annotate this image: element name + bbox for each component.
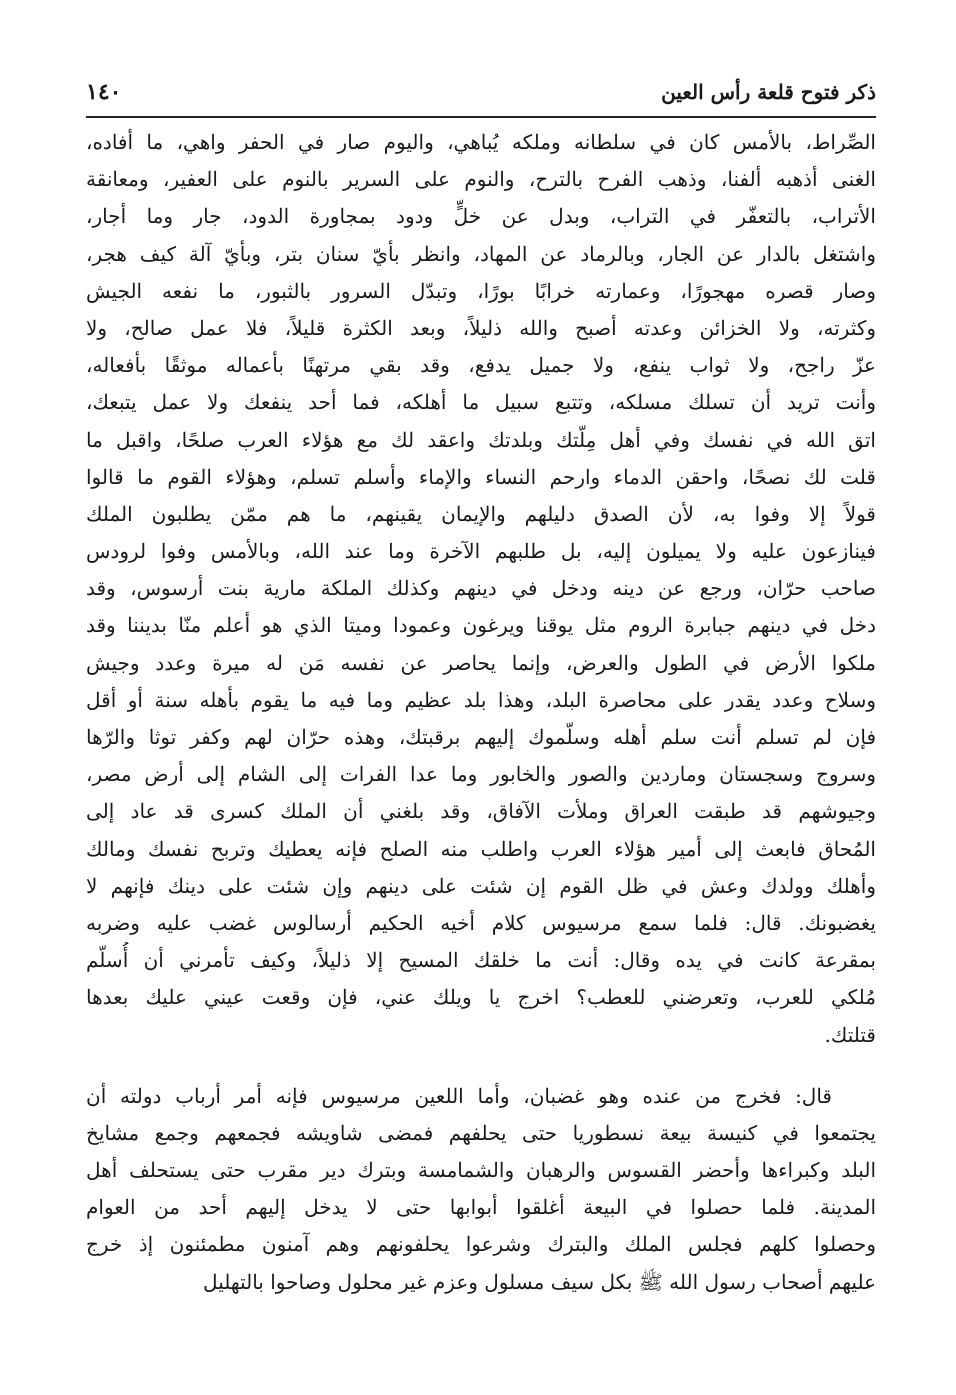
text-line: عزّ راجح، ولا ثواب ينفع، ولا جميل يدفع، وقد بقي مرتهنًا بأعماله موثقًا بأفعاله، [86,353,876,378]
text-line: اتق الله في نفسك وفي أهل مِلّتك وبلدتك واعقد لك مع هؤلاء العرب صلحًا، واقبل ما [86,427,876,452]
paragraph-1 [86,124,876,1054]
text-line: الصِّراط، بالأمس كان في سلطانه وملكه يُباهي، واليوم صار في الحفر واهي، ما أفاده، [86,130,876,154]
text-line: واشتغل بالدار عن الجار، وبالرماد عن المهاد، وانظر بأيّ سنان بتر، وبأيّ آلة كيف هجر، [86,241,876,266]
text-line: وأهلك وولدك وعش في ظل القوم إن شئت على دينهم وإن شئت على دينك فإنهم لا [86,873,876,898]
text-line: الغنى أذهبه ألفنا، وذهب الفرح بالترح، والنوم على السرير بالنوم على العفير، ومعانقة [86,167,876,192]
header-rule [86,116,876,118]
text-line: قلت لك نصحًا، واحقن الدماء وارحم النساء والإماء وأسلم تسلم، وهؤلاء القوم ما قالوا [86,464,876,489]
text-line: الأتراب، بالتعفّر في التراب، وبدل عن خلٍّ ودود بمجاورة الدود، جار وما أجار، [86,204,876,229]
text-line: يغضبونك. قال: فلما سمع مرسيوس كلام أخيه الحكيم أرسالوس غضب عليه وضربه [86,910,876,935]
text-line: وصار قصره مهجورًا، وعمارته خرابًا بورًا، وتبدّل السرور بالثبور، ما نفعه الجيش [86,278,876,303]
text-line: وسروج وسجستان وماردين والصور والخابور وما عدا الفرات إلى الشام إلى أرض مصر، [86,762,876,787]
text-line: قال: فخرج من عنده وهو غضبان، وأما اللعين مرسيوس فإنه أمر أرباب دولته أن [86,1083,832,1108]
text-line: يجتمعوا في كنيسة بيعة نسطوريا حتى يحلفهم فمضى شاويشه فجمعهم وجمع مشايخ [86,1120,876,1145]
running-title: ذكر فتوح قلعة رأس العين [661,80,876,104]
paragraph-gap [86,1054,876,1078]
page-header [86,72,876,112]
text-line: المُحاق فابعث إلى أمير هؤلاء العرب واطلب منه الصلح فإنه يعطيك وتربح نفسك ومالك [86,836,876,861]
text-line: صاحب حرّان، ورجع عن دينه ودخل في دينهم وكذلك الملكة مارية بنت أرسوس، وقد [86,576,876,601]
text-line: عليهم أصحاب رسول الله ﷺ بكل سيف مسلول وعزم غير محلول وصاحوا بالتهليل [203,1269,876,1294]
text-line: وكثرته، ولا الخزائن وعدته أصبح والله ذليلاً، وبعد الكثرة قليلاً، فلا عمل صالح، ولا [86,315,876,340]
text-line: وحصلوا كلهم فجلس الملك والبترك وشرعوا يحلفونهم وهم آمنون مطمئنون إذ خرج [86,1232,876,1257]
text-line: وأنت تريد أن تسلك مسلكه، وتتبع سبيل ما أهلكه، فما أحد ينفعك ولا عمل يتبعك، [86,390,876,415]
text-line: مُلكي للعرب، وتعرضني للعطب؟ اخرج يا ويلك عني، فإن وقعت عيني عليك بعدها [86,985,876,1010]
text-line: فينازعون عليه ولا يميلون إليه، بل طلبهم الآخرة وما عند الله، وبالأمس وفوا لرودس [86,539,876,564]
body-text [86,124,876,1301]
text-line: ملكوا الأرض في الطول والعرض، وإنما يحاصر عن نفسه مَن له ميرة وعدد وجيش [86,650,876,675]
text-line: بمقرعة كانت في يده وقال: أنت ما خلقك المسيح إلا ذليلاً، وكيف تأمرني أن أُسلّم [86,948,876,973]
text-line: وسلاح وعدد يقدر على محاصرة البلد، وهذا بلد عظيم وما فيه ما يقوم بأهله سنة أو أقل [86,687,876,712]
text-line: وجيوشهم قد طبقت العراق وملأت الآفاق، وقد بلغني أن الملك كسرى قد عاد إلى [86,799,876,824]
text-line: قتلتك. [824,1022,876,1047]
text-line: فإن لم تسلم أنت سلم أهله وسلّموك إليهم برقبتك، وهذه حرّان لهم وكفر توثا والرّها [86,725,876,749]
paragraph-2 [86,1078,876,1301]
text-line: قولاً إلا وفوا به، لأن الصدق دليلهم والإيمان يقينهم، ما هم ممّن يطلبون الملك [86,501,876,526]
text-line: البلد وكبراءها وأحضر القسوس والرهبان والشمامسة وبترك دير مقرب حتى يستحلف أهل [86,1158,876,1183]
text-line: المدينة. فلما حصلوا في البيعة أغلقوا أبوابها حتى لا يدخل إليهم أحد من العوام [86,1195,876,1220]
page-number: ١٤٠ [86,79,122,105]
text-line: دخل في دينهم جبابرة الروم مثل يوقنا ويرغون وعمودا وميتا الذي هو أعلم منّا بديننا وقد [86,613,876,638]
